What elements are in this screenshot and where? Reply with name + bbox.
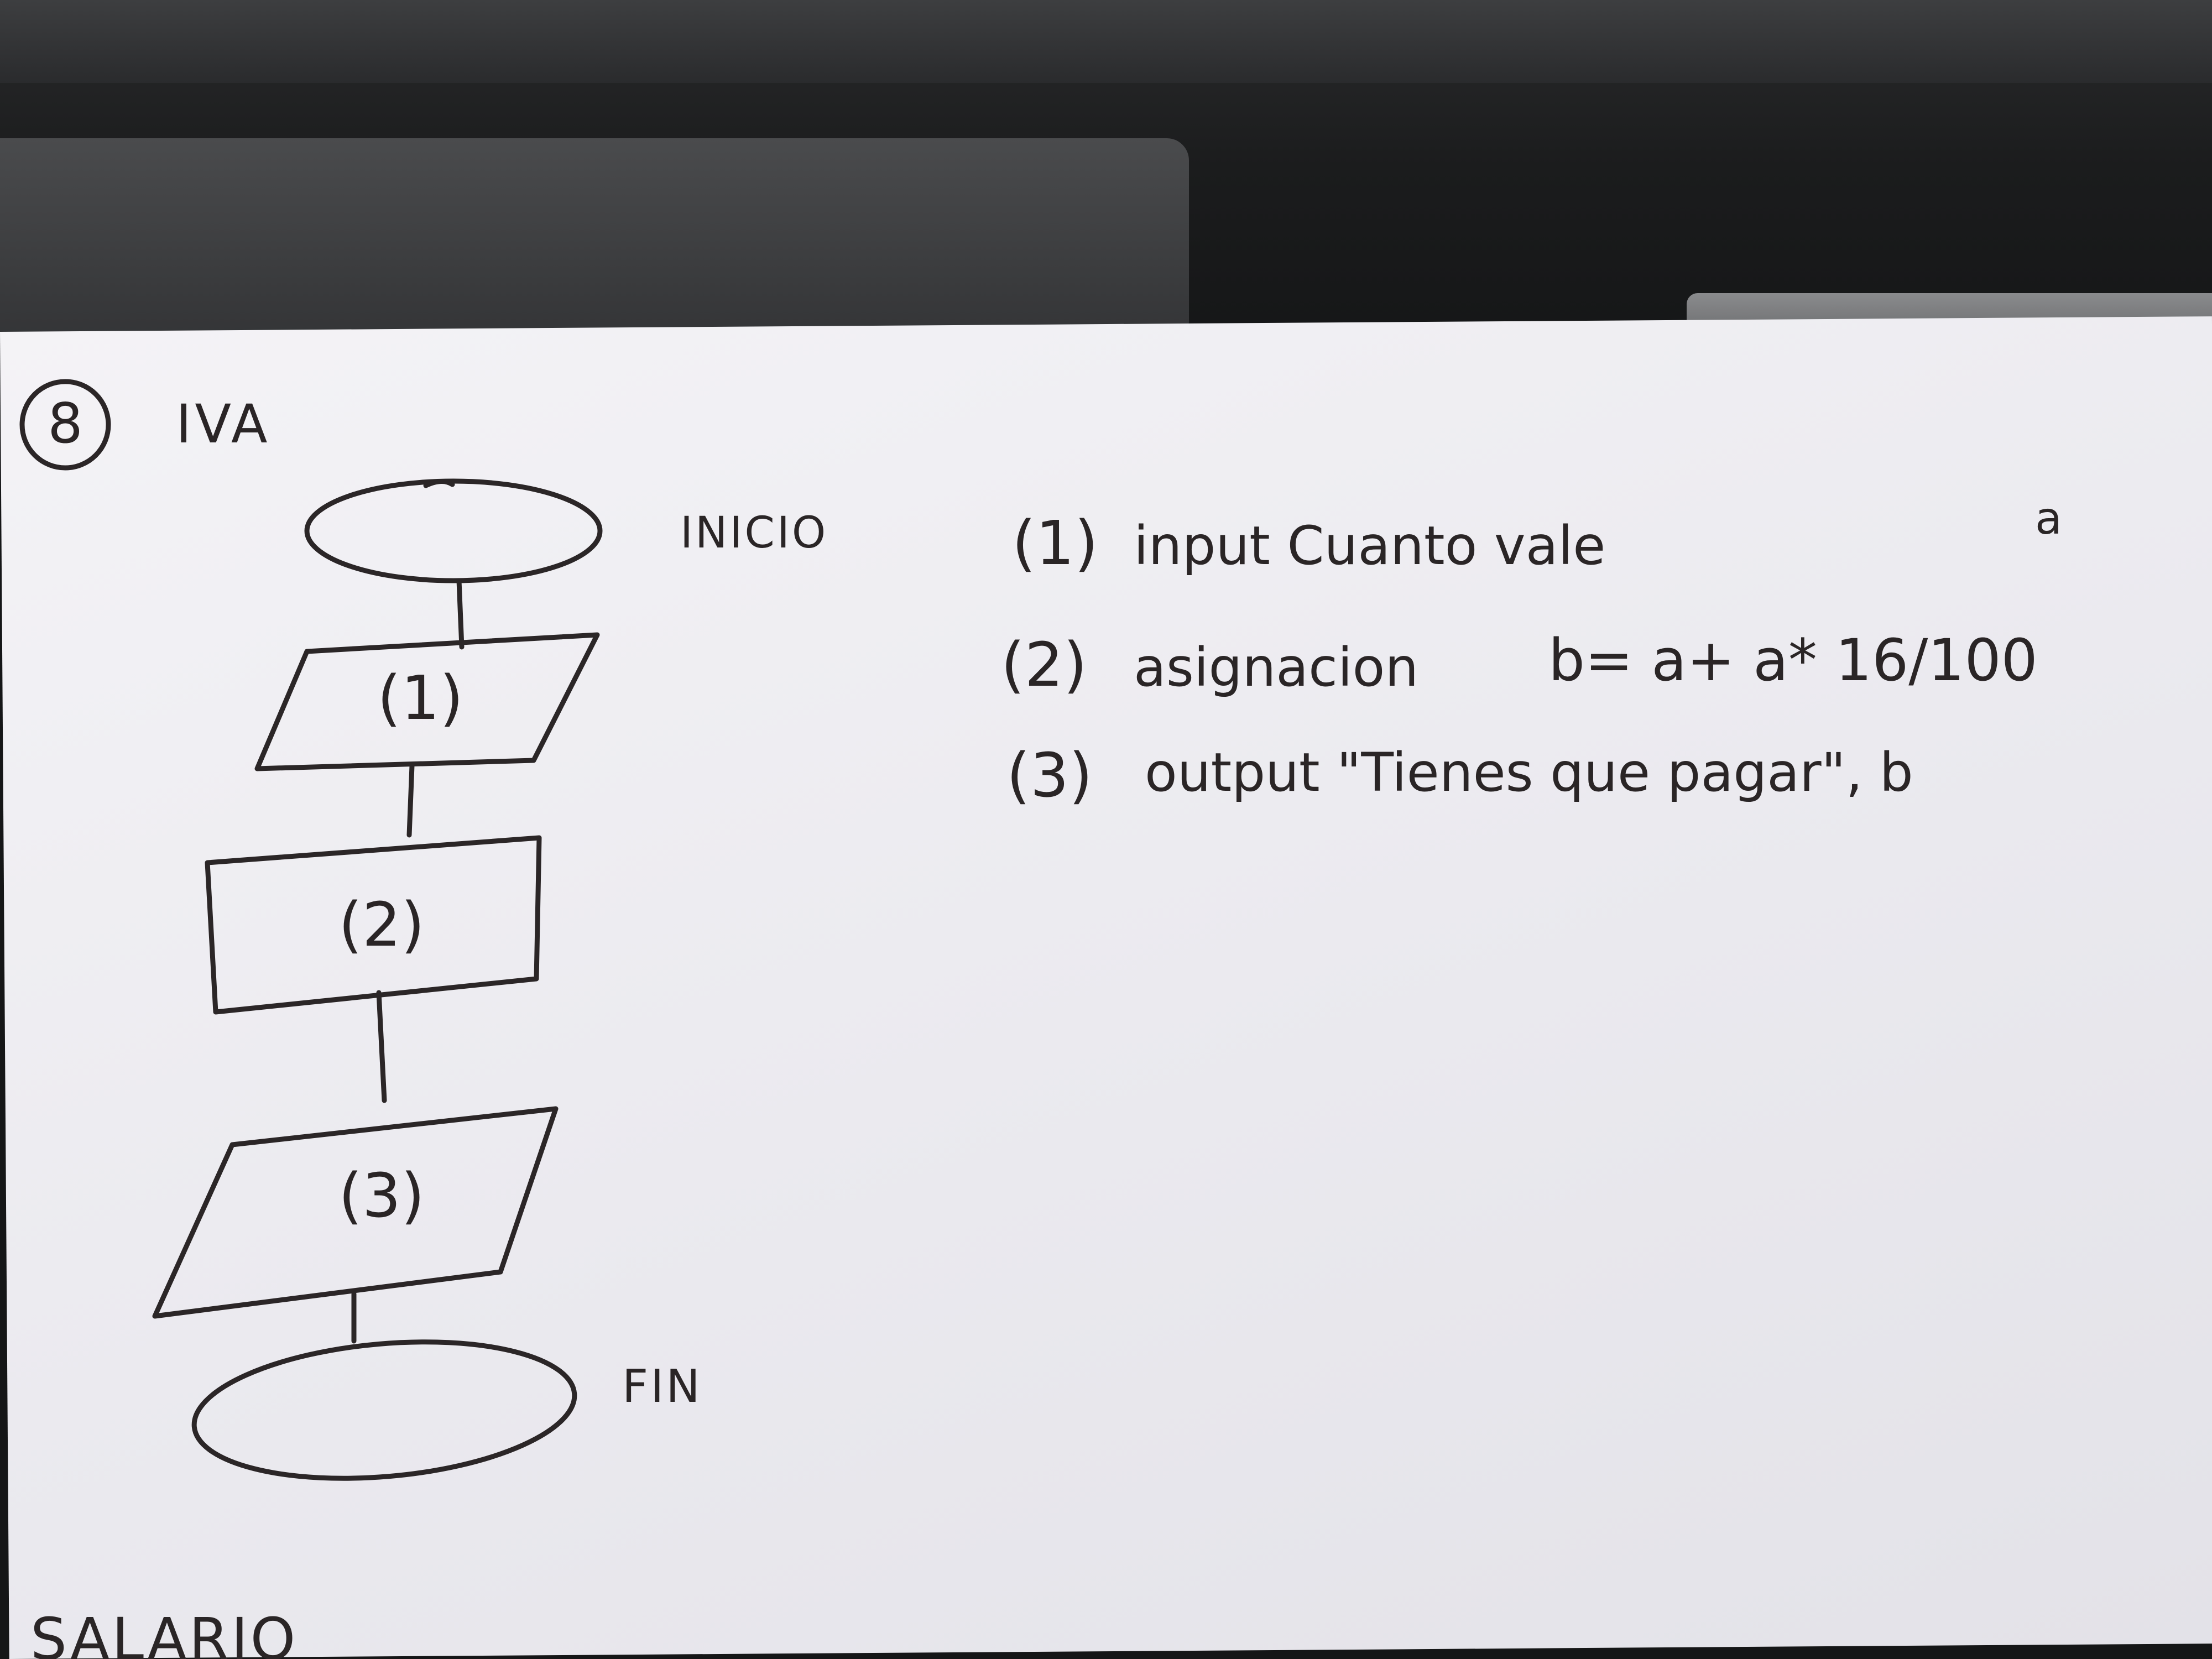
note-3-text: output "Tienes que pagar", b (1145, 742, 1913, 804)
end-label: FIN (622, 1360, 702, 1413)
exercise-number-text: 8 (48, 391, 83, 456)
step-2-label: (2) (338, 889, 425, 960)
start-terminal (307, 481, 600, 581)
next-exercise-title: SALARIO (30, 1605, 298, 1659)
exercise-number (22, 382, 108, 468)
note-2-label: (2) (1001, 629, 1087, 700)
step-1-label: (1) (377, 662, 463, 733)
step-3-label: (3) (338, 1160, 425, 1231)
flowchart (155, 481, 828, 1493)
end-terminal (189, 1327, 580, 1493)
connector-1 (459, 581, 462, 647)
start-label: INICIO (680, 508, 828, 558)
start-terminal-overlap (426, 481, 452, 486)
note-2-formula: b= a+ a* 16/100 (1548, 627, 2038, 694)
note-1-variable: a (2035, 493, 2063, 544)
connector-3 (379, 993, 384, 1100)
note-1-text: input Cuanto vale (1134, 515, 1606, 577)
note-3-label: (3) (1006, 740, 1093, 811)
connector-2 (409, 766, 412, 835)
note-2-text: asignacion (1134, 637, 1419, 698)
exercise-title: IVA (176, 393, 271, 455)
notes (1001, 493, 2062, 811)
note-1-label: (1) (1012, 508, 1098, 578)
